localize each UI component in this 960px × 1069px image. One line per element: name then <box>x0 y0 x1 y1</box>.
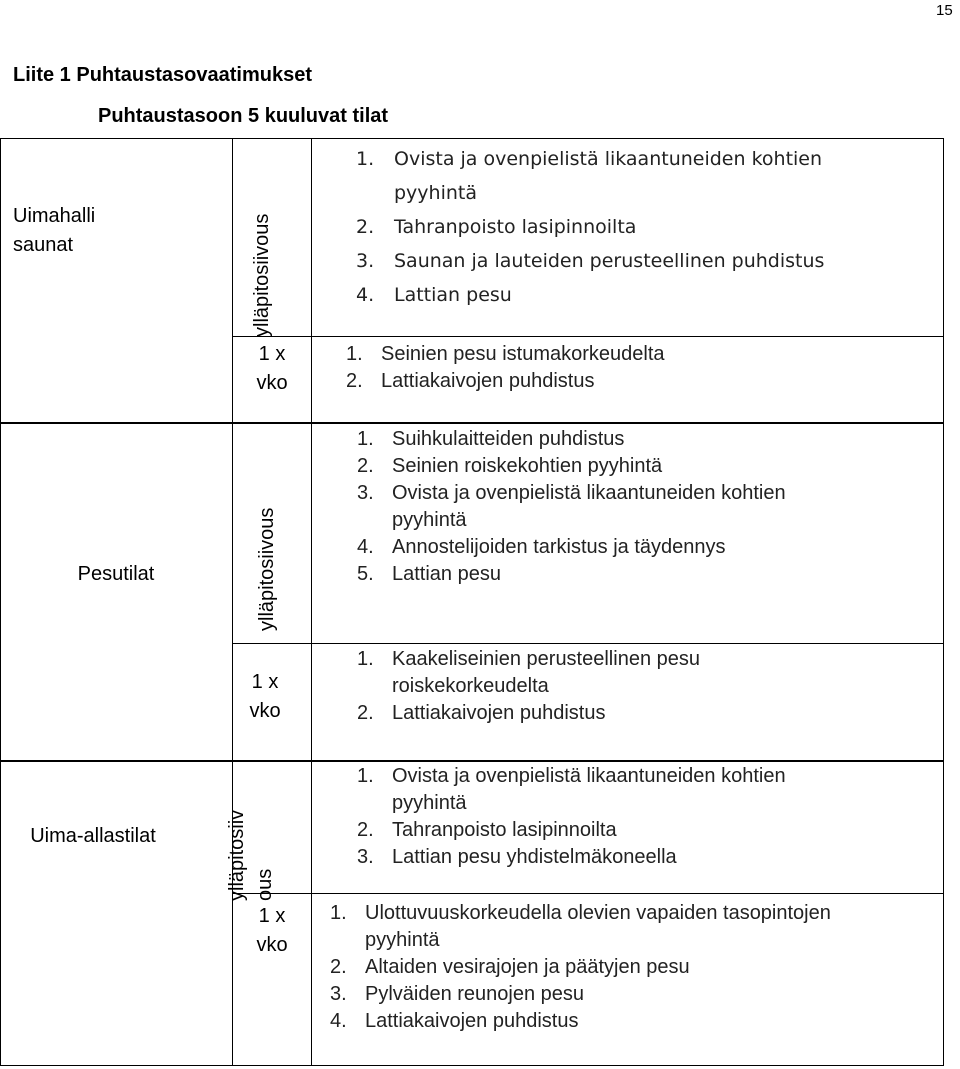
frequency-label <box>233 340 311 398</box>
document-title: Liite 1 Puhtaustasovaatimukset <box>13 64 312 86</box>
frequency-label: ylläpitosiivous <box>256 507 278 631</box>
task-item: 1. Suihkulaitteiden puhdistus <box>357 428 625 450</box>
task-item: 2. Lattiakaivojen puhdistus <box>357 702 606 724</box>
task-item: 1. Seinien pesu istumakorkeudelta <box>346 343 665 365</box>
column-divider <box>311 138 312 1066</box>
row-divider <box>232 893 944 894</box>
task-list <box>357 426 927 588</box>
task-item: 1. Ovista ja ovenpielistä likaantuneiden kohtien <box>357 765 786 787</box>
frequency-label-line: 1 x <box>258 343 286 365</box>
task-item: pyyhintä <box>392 792 467 814</box>
frequency-label-line: vko <box>256 934 288 956</box>
task-item: 5. Lattian pesu <box>357 563 501 585</box>
frequency-label-line: ous <box>254 868 276 901</box>
task-list <box>357 763 927 871</box>
task-item: 1. Ulottuvuuskorkeudella olevien vapaiden tasopintojen <box>330 902 831 924</box>
task-item: 4. Annostelijoiden tarkistus ja täydennys <box>357 536 726 558</box>
task-list <box>356 142 926 312</box>
task-item: 3. Lattian pesu yhdistelmäkoneella <box>357 846 677 868</box>
frequency-label-line: 1 x <box>251 671 279 693</box>
task-item: 2. Seinien roiskekohtien pyyhintä <box>357 455 663 477</box>
page-number: 15 <box>936 2 953 19</box>
area-label: Pesutilat <box>77 563 155 585</box>
task-list <box>357 646 927 727</box>
task-list <box>330 900 930 1035</box>
task-list <box>346 341 926 395</box>
task-item: pyyhintä <box>365 929 440 951</box>
area-label: Uima-allastilat <box>30 825 156 847</box>
frequency-label-line: vko <box>249 700 281 722</box>
task-item: 2. Altaiden vesirajojen ja päätyjen pesu <box>330 956 690 978</box>
task-item: 3. Ovista ja ovenpielistä likaantuneiden kohtien <box>357 482 786 504</box>
task-item: 2. Tahranpoisto lasipinnoilta <box>357 819 617 841</box>
frequency-label <box>226 668 304 726</box>
task-item: pyyhintä <box>394 182 478 204</box>
table-subtitle: Puhtaustasoon 5 kuuluvat tilat <box>98 105 389 127</box>
section-divider <box>0 422 944 424</box>
row-divider <box>232 336 944 337</box>
frequency-label-line: 1 x <box>258 905 286 927</box>
task-item: pyyhintä <box>392 509 467 531</box>
frequency-label-line: vko <box>256 372 288 394</box>
frequency-label <box>233 902 311 960</box>
task-item: 2. Tahranpoisto lasipinnoilta <box>356 216 637 238</box>
area-label-line: saunat <box>13 234 74 256</box>
task-item: 1. Ovista ja ovenpielistä likaantuneiden kohtien <box>356 148 823 170</box>
frequency-label-line: ylläpitosiiv <box>226 809 248 901</box>
area-label-line: Uimahalli <box>13 205 96 227</box>
task-item: 3. Saunan ja lauteiden perusteellinen puhdistus <box>356 250 825 272</box>
task-item: 4. Lattian pesu <box>356 284 512 306</box>
task-item: roiskekorkeudelta <box>392 675 549 697</box>
task-item: 4. Lattiakaivojen puhdistus <box>330 1010 579 1032</box>
task-item: 2. Lattiakaivojen puhdistus <box>346 370 595 392</box>
area-label <box>13 202 95 260</box>
frequency-label: ylläpitosiivous <box>251 213 273 337</box>
task-item: 3. Pylväiden reunojen pesu <box>330 983 585 1005</box>
frequency-label <box>223 769 281 901</box>
task-item: 1. Kaakeliseinien perusteellinen pesu <box>357 648 700 670</box>
section-divider <box>0 760 944 762</box>
row-divider <box>232 643 944 644</box>
